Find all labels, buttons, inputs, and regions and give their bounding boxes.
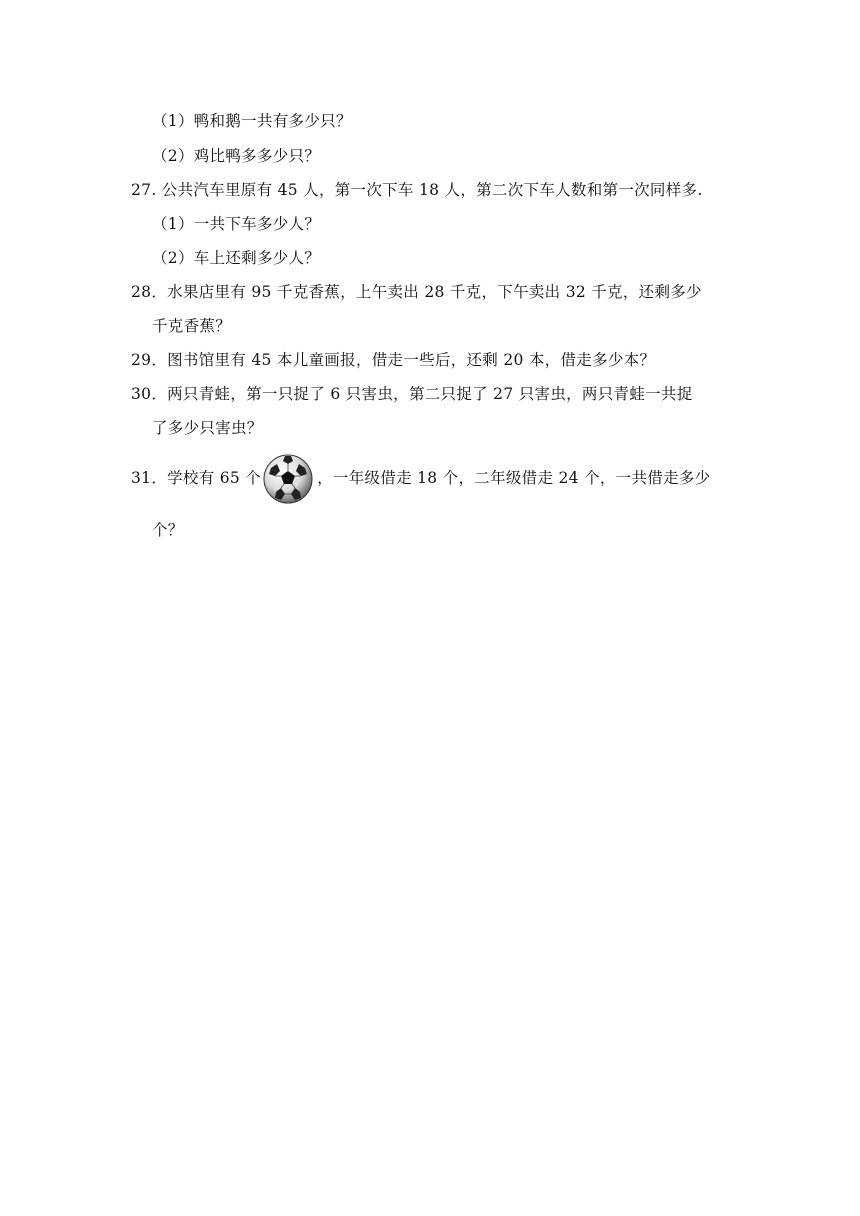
question-27: 27. 公共汽车里原有 45 人，第一次下车 18 人，第二次下车人数和第一次同样多. — [131, 181, 703, 199]
question-31-text-after: ，一年级借走 18 个，二年级借走 24 个，一共借走多少 — [317, 469, 711, 487]
question-26-part-1: （1）鸭和鹅一共有多少只？ — [152, 112, 352, 130]
question-30-line-1: 30．两只青蛙，第一只捉了 6 只害虫，第二只捉了 27 只害虫，两只青蛙一共捉 — [131, 385, 693, 403]
question-31-text-before: 31．学校有 65 个 — [131, 469, 262, 487]
question-28-line-1: 28．水果店里有 95 千克香蕉，上午卖出 28 千克，下午卖出 32 千克，还剩多少 — [131, 283, 702, 301]
question-27-part-2: （2）车上还剩多少人？ — [152, 249, 321, 267]
question-28-line-2: 千克香蕉？ — [152, 317, 232, 335]
question-29: 29．图书馆里有 45 本儿童画报，借走一些后，还剩 20 本，借走多少本？ — [131, 351, 656, 369]
question-31-line-2: 个？ — [152, 521, 184, 539]
question-27-part-1: （1）一共下车多少人？ — [152, 215, 321, 233]
question-31-line-1 — [131, 453, 710, 504]
soccer-ball-icon — [263, 454, 313, 504]
question-30-line-2: 了多少只害虫？ — [152, 419, 263, 437]
question-26-part-2: （2）鸡比鸭多多少只？ — [152, 147, 321, 165]
